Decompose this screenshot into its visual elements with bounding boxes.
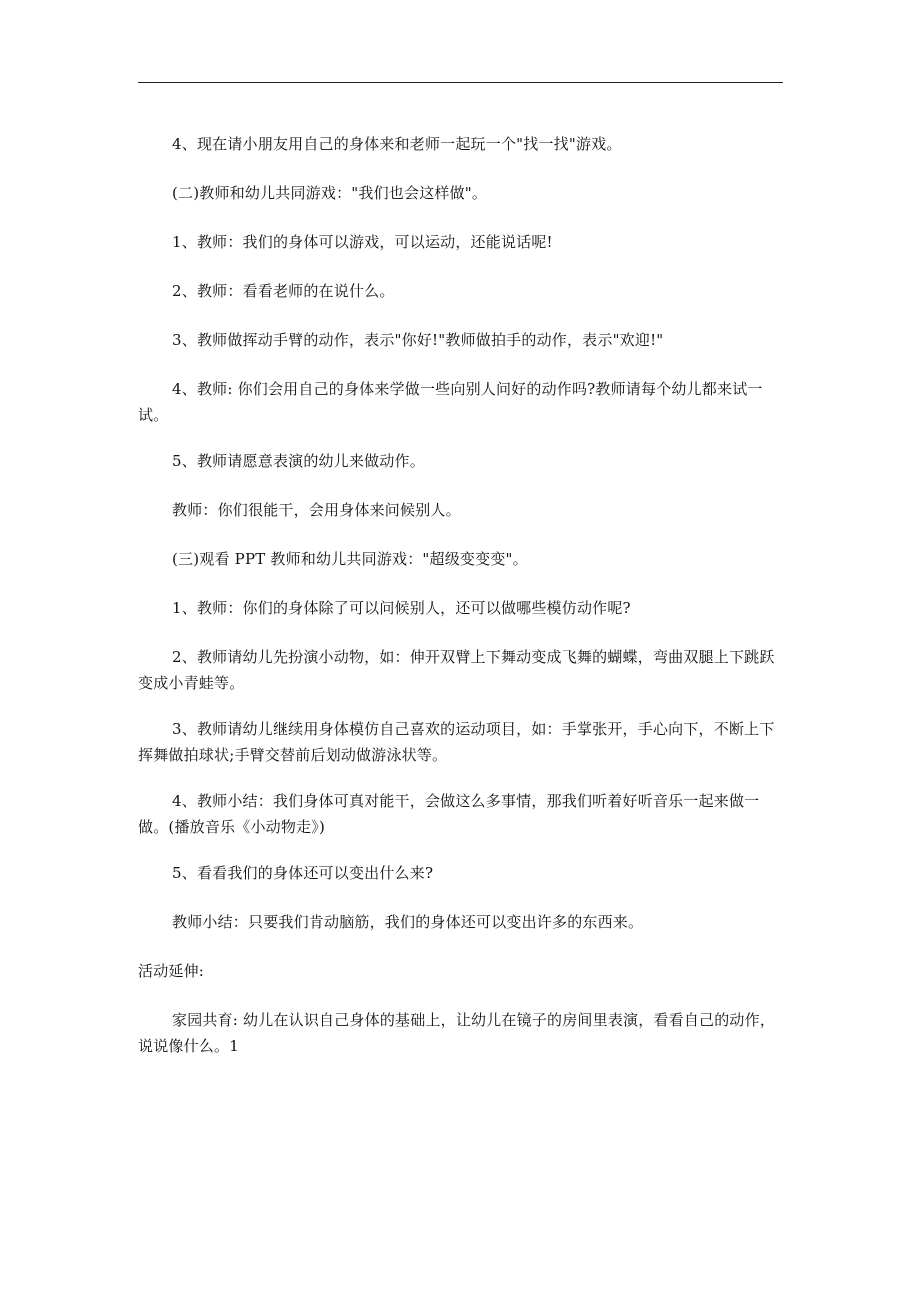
section-heading-activity-extension: 活动延伸: xyxy=(138,962,205,980)
paragraph-7: 5、教师请愿意表演的幼儿来做动作。 xyxy=(172,452,425,470)
paragraph-3: 1、教师：我们的身体可以游戏，可以运动，还能说话呢! xyxy=(172,233,553,251)
paragraph-8: 教师：你们很能干，会用身体来问候别人。 xyxy=(172,501,461,519)
paragraph-17: 家园共育: 幼儿在认识自己身体的基础上，让幼儿在镜子的房间里表演，看看自己的动作，说说像什么。1 xyxy=(138,1011,776,1055)
paragraph-2: (二)教师和幼儿共同游戏："我们也会这样做"。 xyxy=(172,184,488,202)
paragraph-1: 4、现在请小朋友用自己的身体来和老师一起玩一个"找一找"游戏。 xyxy=(172,135,622,153)
paragraph-13: 4、教师小结：我们身体可真对能干，会做这么多事情，那我们听着好听音乐一起来做一做。(播放音乐《小动物走》) xyxy=(138,792,760,836)
paragraph-4: 2、教师：看看老师的在说什么。 xyxy=(172,282,395,300)
document-body xyxy=(138,131,783,1059)
paragraph-11: 2、教师请幼儿先扮演小动物，如：伸开双臂上下舞动变成飞舞的蝴蝶，弯曲双腿上下跳跃变成小青蛙等。 xyxy=(138,648,775,692)
paragraph-9: (三)观看 PPT 教师和幼儿共同游戏："超级变变变"。 xyxy=(172,550,528,568)
paragraph-10: 1、教师：你们的身体除了可以问候别人，还可以做哪些模仿动作呢? xyxy=(172,599,631,617)
paragraph-5: 3、教师做挥动手臂的动作，表示"你好!"教师做拍手的动作，表示"欢迎!" xyxy=(172,331,664,349)
paragraph-6: 4、教师: 你们会用自己的身体来学做一些向别人问好的动作吗?教师请每个幼儿都来试一试。 xyxy=(138,380,763,424)
paragraph-15: 教师小结：只要我们肯动脑筋，我们的身体还可以变出许多的东西来。 xyxy=(172,913,644,931)
paragraph-14: 5、看看我们的身体还可以变出什么来? xyxy=(172,864,434,882)
header-divider xyxy=(138,82,783,83)
paragraph-12: 3、教师请幼儿继续用身体模仿自己喜欢的运动项目，如：手掌张开，手心向下，不断上下挥舞做拍球状;手臂交替前后划动做游泳状等。 xyxy=(138,720,775,764)
